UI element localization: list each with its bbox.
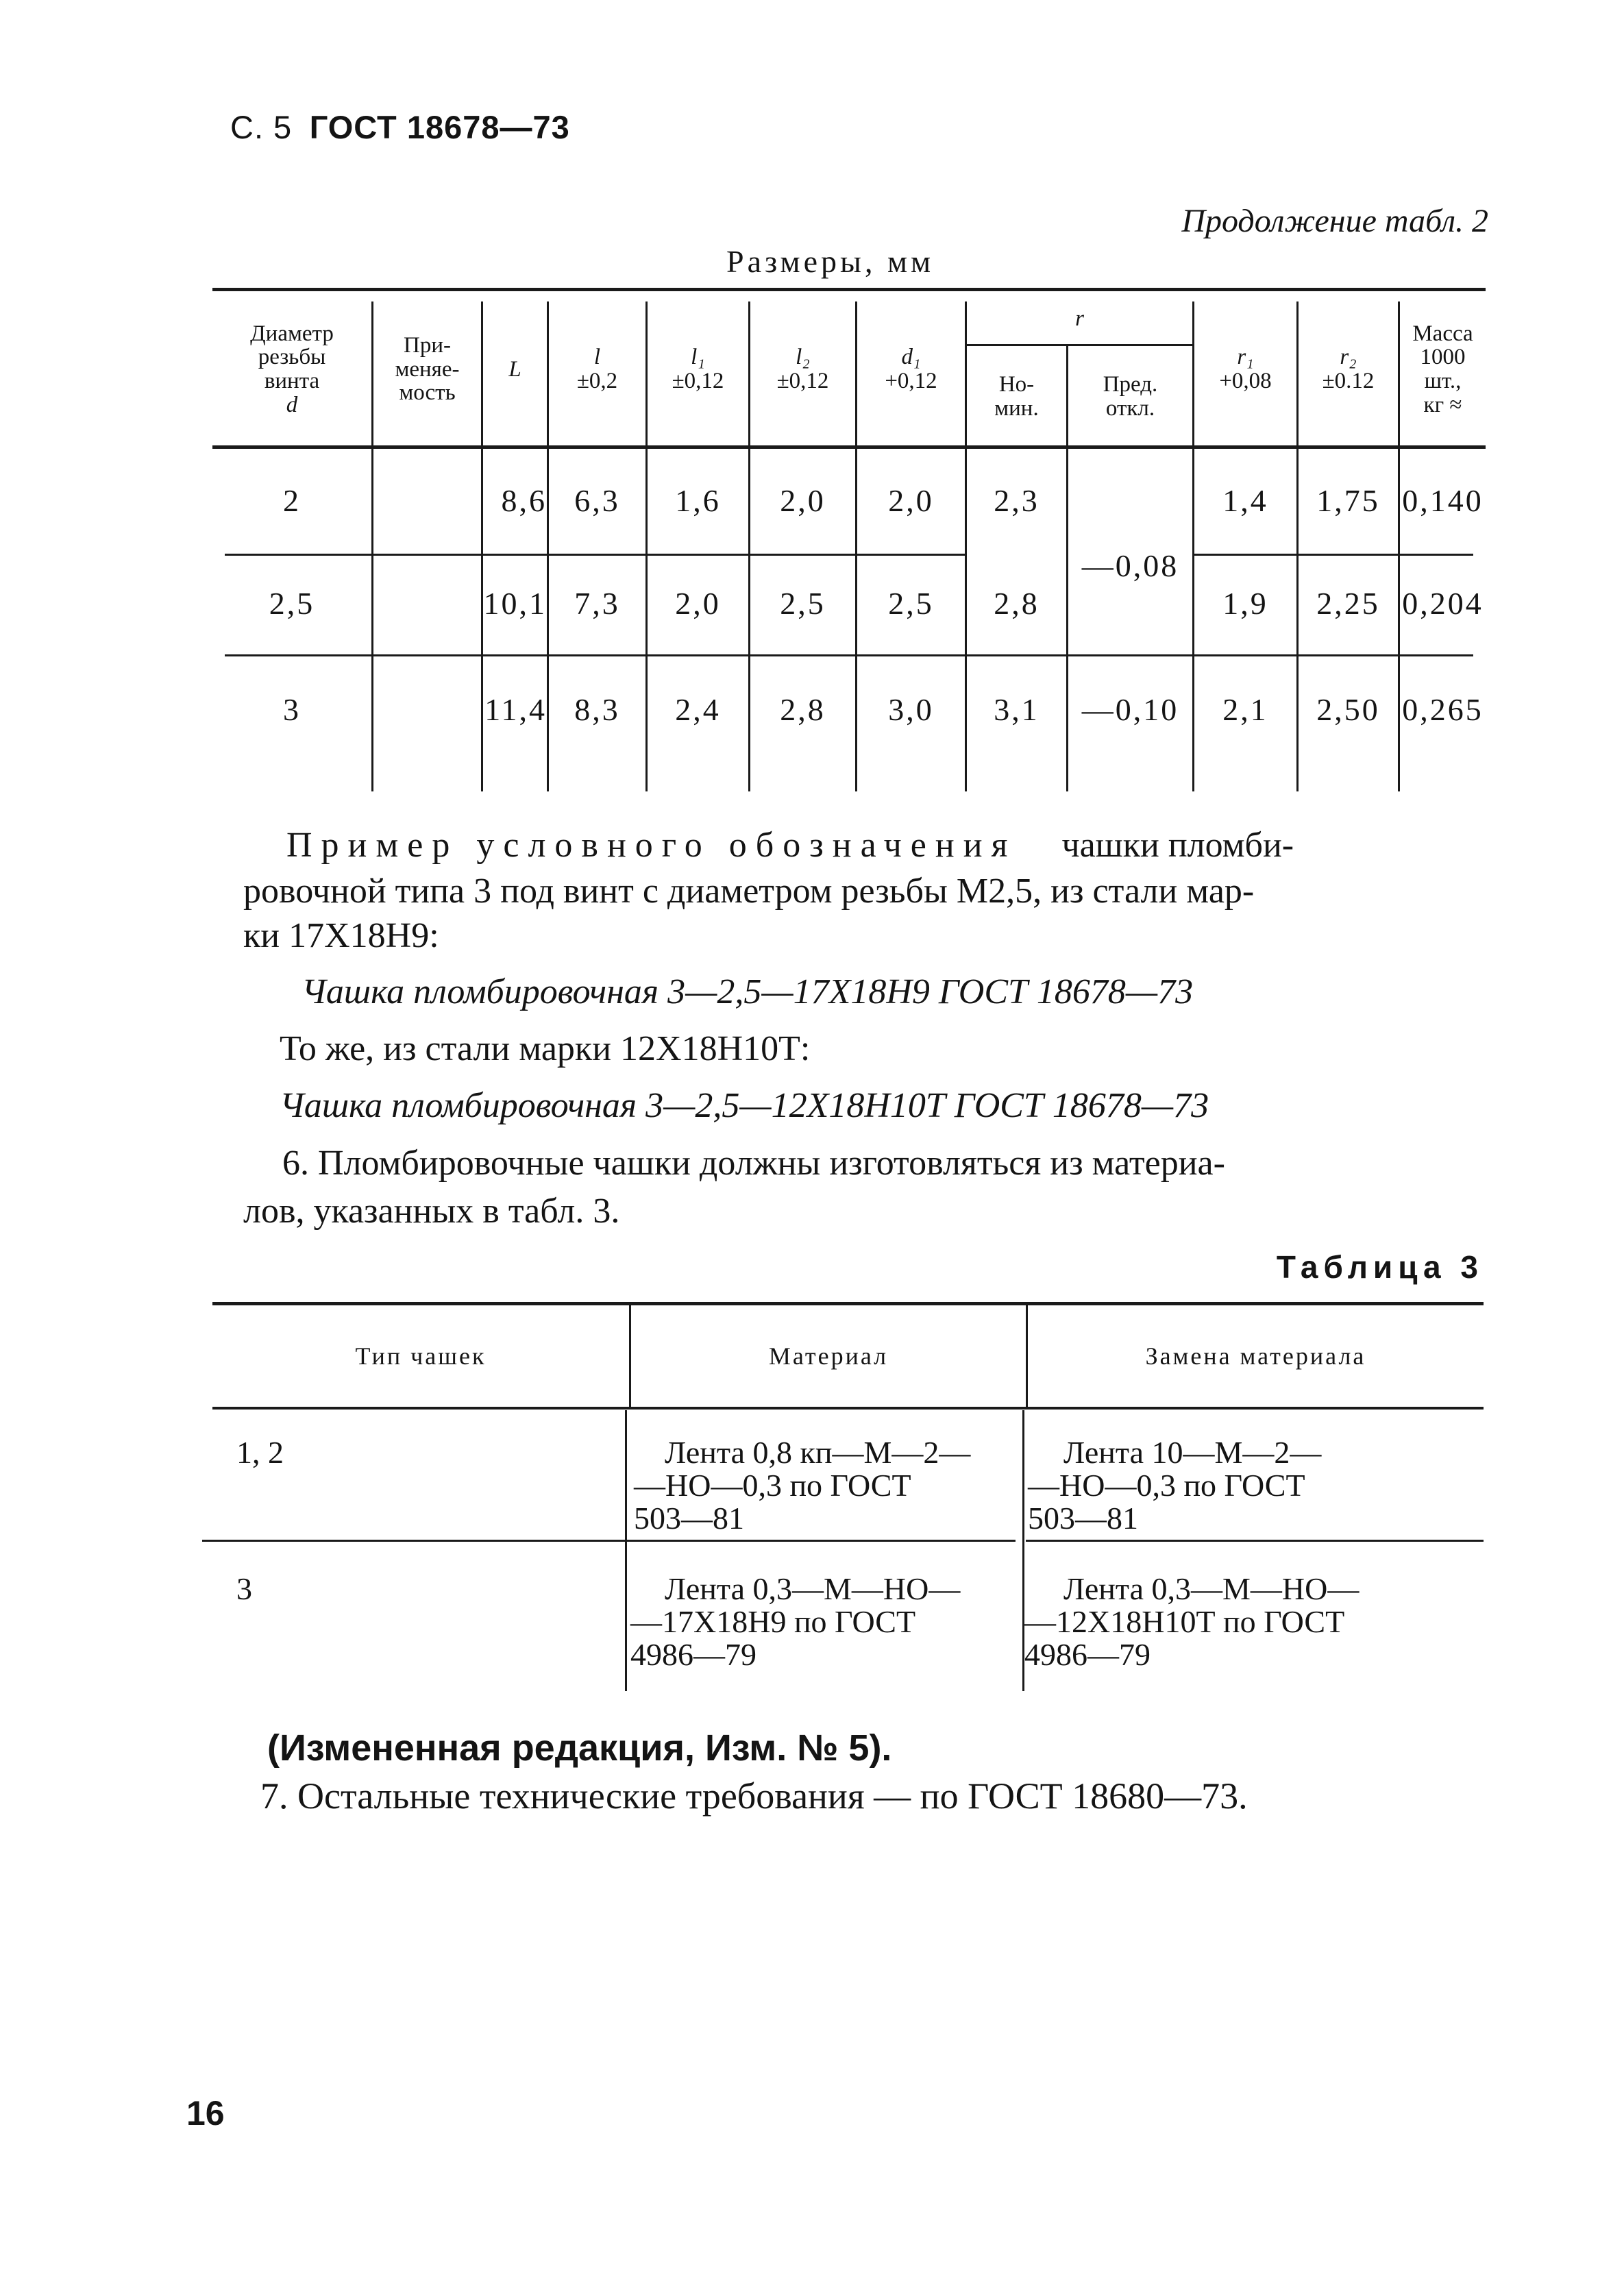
cell-material: [630, 1573, 960, 1671]
line: —НО—0,3 по ГОСТ: [634, 1468, 911, 1503]
header-r-deviation: [1068, 348, 1192, 445]
cell-d: 3: [283, 691, 301, 727]
cell-l2: 2,8: [780, 691, 826, 727]
header-text: мость: [399, 380, 456, 406]
item-6-line-1: 6. Пломбировочные чашки должны изготовляться из материа-: [282, 1144, 1225, 1183]
cell-L: 11,4: [484, 691, 547, 727]
cell-r2: 1,75: [1316, 482, 1380, 518]
cell-l: 7,3: [574, 585, 620, 621]
header-text: d₁: [901, 345, 921, 370]
cell-replacement: [1024, 1573, 1359, 1671]
cell-mass: 0,204: [1402, 585, 1484, 621]
header-L: L: [508, 356, 521, 382]
continuation-label: Продолжение табл. 2: [1181, 203, 1488, 239]
header-text: ±0,12: [776, 369, 829, 393]
cell-mass: 0,265: [1402, 691, 1484, 727]
header-text: резьбы: [258, 345, 326, 370]
header-mass: [1400, 293, 1486, 445]
header-l: [549, 293, 645, 445]
header-cup-type: Тип чашек: [355, 1342, 487, 1370]
spaced-text: Пример условного обозначения: [286, 826, 1017, 865]
header-text: Пред.: [1103, 372, 1158, 397]
header-text: откл.: [1105, 396, 1155, 421]
line: Лента 10—М—2—: [1063, 1435, 1322, 1470]
header-text: При-: [404, 333, 451, 358]
header-r: r: [1075, 306, 1084, 331]
cell-d1: 2,0: [888, 482, 934, 518]
header-text: ±0,12: [672, 369, 724, 393]
cell-L: 8,6: [501, 482, 547, 518]
cell-use: [373, 459, 481, 541]
line: 4986—79: [1024, 1637, 1151, 1672]
text: чашки пломби-: [1061, 826, 1294, 865]
header-text: 1000: [1420, 345, 1466, 370]
header-material: Материал: [768, 1342, 889, 1370]
page-number: 16: [186, 2094, 225, 2132]
line: —17Х18Н9 по ГОСТ: [630, 1604, 916, 1639]
example-line-2: ровочной типа 3 под винт с диаметром резьбы М2,5, из стали мар-: [243, 872, 1255, 911]
table3-row-rule: [202, 1540, 1016, 1542]
header-r-nominal: [967, 348, 1066, 445]
row-rule: [225, 654, 1473, 656]
row-rule: [1192, 554, 1473, 556]
cell-r-deviation-merged: —0,08: [1081, 547, 1179, 583]
header-text: l₁: [691, 345, 705, 370]
header-text: мин.: [994, 396, 1039, 421]
cell-type: 1, 2: [236, 1435, 284, 1470]
line: 4986—79: [630, 1637, 756, 1672]
table3-header-rule: [212, 1407, 1484, 1410]
page-label: С. 5: [230, 109, 293, 145]
cell-l: 6,3: [574, 482, 620, 518]
cell-d1: 3,0: [888, 691, 934, 727]
line: Лента 0,3—М—НО—: [1063, 1571, 1360, 1606]
table3-row-rule: [1026, 1540, 1484, 1542]
cell-r2: 2,25: [1316, 585, 1380, 621]
header-thread-diameter: [212, 293, 371, 445]
header-text: Масса: [1412, 321, 1473, 346]
example-line-3: ки 17Х18Н9:: [243, 916, 439, 955]
table-2: [212, 288, 1486, 791]
cell-l2: 2,5: [780, 585, 826, 621]
header-applicability: [373, 293, 481, 445]
header-replacement: Замена материала: [1145, 1342, 1366, 1370]
cell-l1: 2,0: [675, 585, 721, 621]
header-text: r₂: [1340, 345, 1357, 370]
designation-1: Чашка пломбировочная 3—2,5—17Х18Н9 ГОСТ 18678—73: [302, 972, 1194, 1011]
line: 503—81: [1028, 1501, 1138, 1536]
header-r1: [1194, 293, 1296, 445]
edit-note: (Измененная редакция, Изм. № 5).: [267, 1727, 892, 1769]
cell-type: 3: [236, 1571, 252, 1606]
header-d1: [857, 293, 965, 445]
designation-2: Чашка пломбировочная 3—2,5—12Х18Н10Т ГОСТ 18678—73: [280, 1086, 1209, 1125]
cell-l1: 2,4: [675, 691, 721, 727]
line: 503—81: [634, 1501, 744, 1536]
header-text: кг ≈: [1423, 392, 1462, 417]
header-text: l: [593, 345, 601, 370]
line: Лента 0,3—М—НО—: [665, 1571, 961, 1606]
cell-material: [634, 1436, 970, 1535]
header-text: винта: [264, 369, 320, 393]
header-text: l₂: [796, 345, 810, 370]
cell-r-deviation: —0,10: [1081, 691, 1179, 727]
header-l1: [648, 293, 748, 445]
table-header-rule: [212, 445, 1486, 449]
sizes-caption: Размеры, мм: [726, 244, 935, 279]
example-line-1: [286, 828, 1294, 863]
header-text: ±0,2: [576, 369, 618, 393]
cell-d: 2,5: [269, 585, 315, 621]
line: —НО—0,3 по ГОСТ: [1028, 1468, 1305, 1503]
header-text: +0,08: [1219, 369, 1272, 393]
r-subheader-rule: [965, 344, 1192, 346]
header-text: шт.,: [1424, 369, 1462, 393]
cell-d1: 2,5: [888, 585, 934, 621]
table-top-rule: [212, 288, 1486, 291]
item-6-line-2: лов, указанных в табл. 3.: [243, 1192, 620, 1231]
cell-r-nominal: 2,8: [994, 585, 1039, 621]
cell-r-nominal: 3,1: [994, 691, 1039, 727]
header-l2: [750, 293, 855, 445]
cell-use: [373, 562, 481, 644]
header-r2: [1299, 293, 1398, 445]
header-text: Диаметр: [250, 321, 334, 346]
cell-use: [373, 665, 481, 754]
same-line: То же, из стали марки 12Х18Н10Т:: [280, 1029, 811, 1068]
header-text: меняе-: [395, 356, 460, 382]
header-text: +0,12: [885, 369, 937, 393]
cell-l1: 1,6: [675, 482, 721, 518]
line: Лента 0,8 кп—М—2—: [665, 1435, 971, 1470]
header-text: Но-: [998, 372, 1035, 397]
cell-r1: 1,4: [1222, 482, 1268, 518]
row-rule: [225, 554, 965, 556]
item-7: 7. Остальные технические требования — по ГОСТ 18680—73.: [260, 1775, 1248, 1817]
cell-d: 2: [283, 482, 301, 518]
page-header: [230, 108, 570, 147]
table-3-caption: Таблица 3: [1276, 1249, 1484, 1285]
cell-r2: 2,50: [1316, 691, 1380, 727]
cell-l2: 2,0: [780, 482, 826, 518]
header-text: r₁: [1237, 345, 1254, 370]
cell-mass: 0,140: [1402, 482, 1484, 518]
cell-l: 8,3: [574, 691, 620, 727]
table3-col-rule: [625, 1410, 627, 1691]
line: —12Х18Н10Т по ГОСТ: [1024, 1604, 1345, 1639]
cell-L: 10,1: [483, 585, 547, 621]
header-text: ±0.12: [1322, 369, 1375, 393]
cell-r-nominal: 2,3: [994, 482, 1039, 518]
cell-r1: 2,1: [1222, 691, 1268, 727]
cell-replacement: [1028, 1436, 1321, 1535]
cell-r1: 1,9: [1222, 585, 1268, 621]
header-text: d: [286, 392, 298, 417]
standard-code: ГОСТ 18678—73: [309, 109, 570, 145]
